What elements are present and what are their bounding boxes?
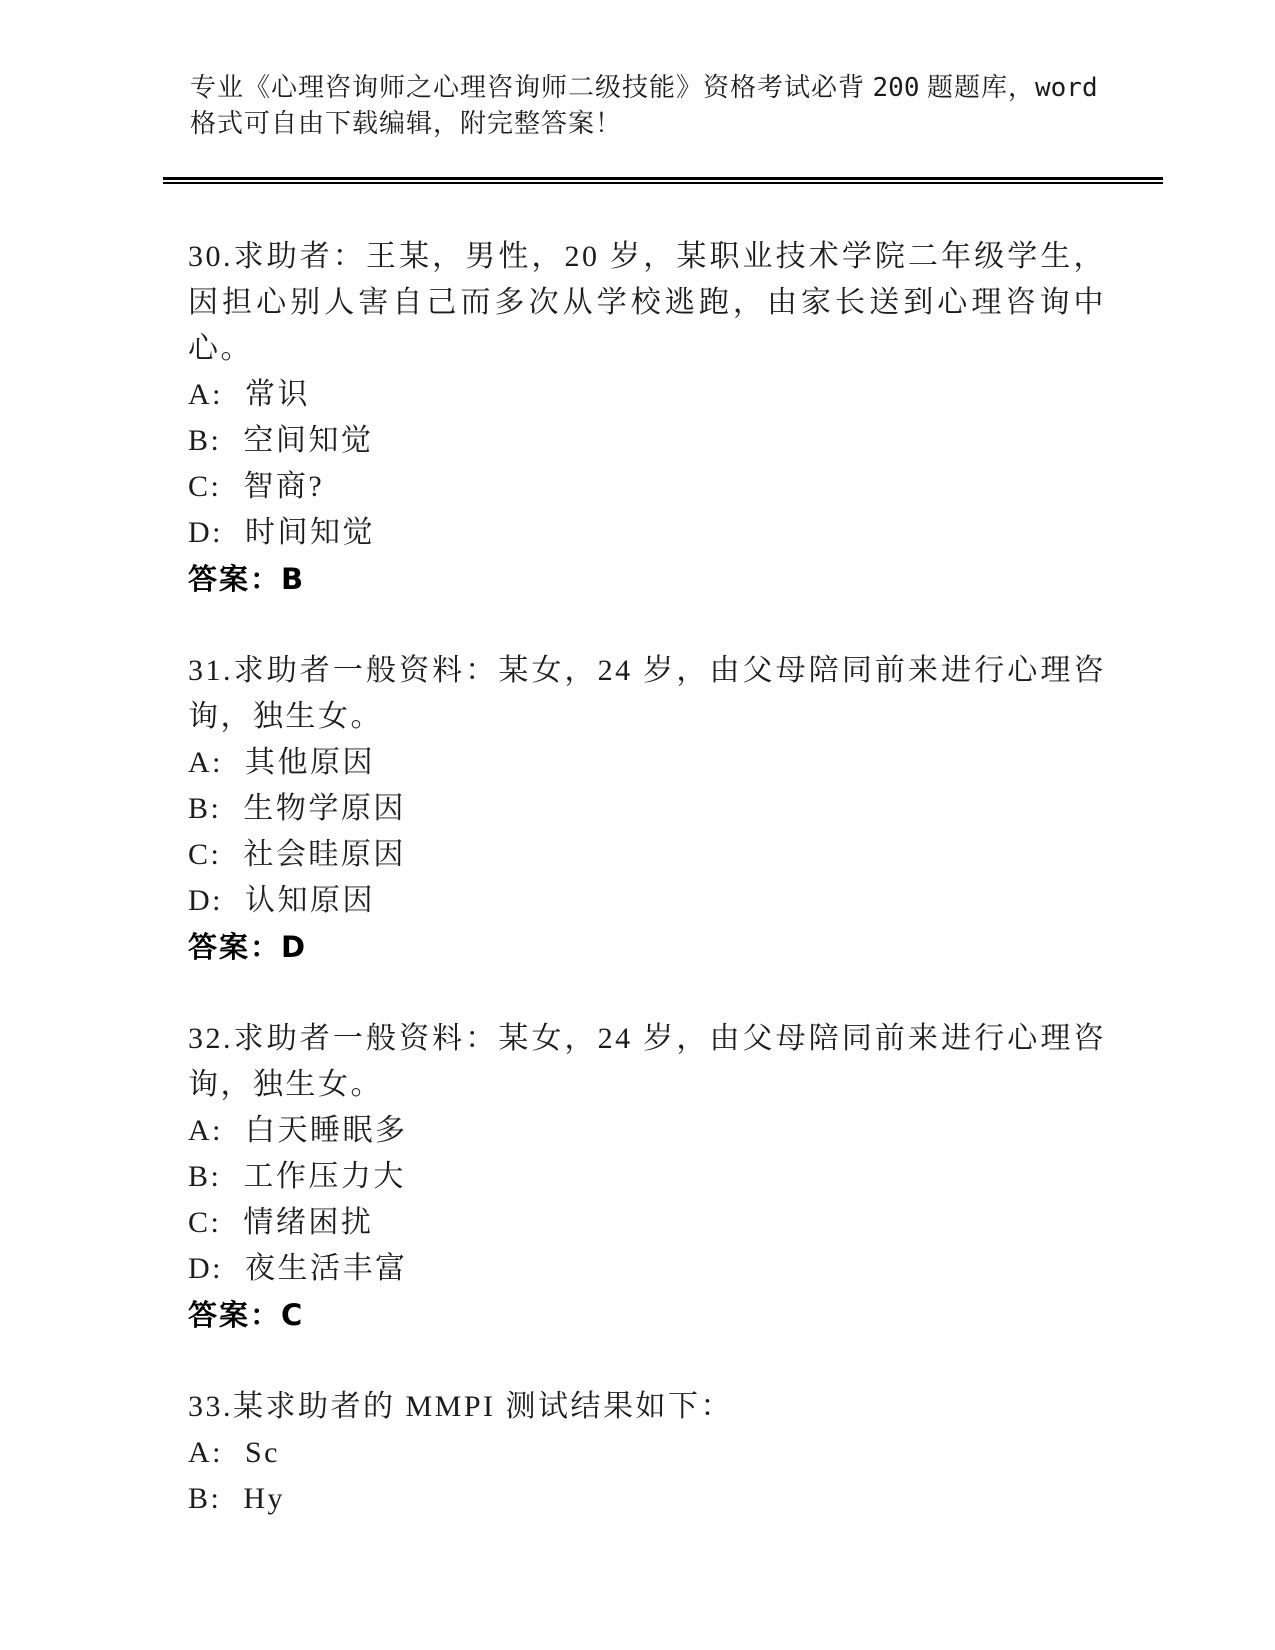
option-b: B: 生物学原因 [188,792,406,825]
answer-line [188,556,1106,602]
header-title-segment: 题题库， [919,73,1035,102]
option-d: D: 夜生活丰富 [188,1252,408,1285]
header-title [190,70,1112,142]
header-title-count: 200 [872,73,920,103]
question-block-32 [188,1016,1106,1338]
option-c: C: 情绪困扰 [188,1206,374,1239]
question-text: 30.求助者：王某，男性，20 岁，某职业技术学院二年级学生，因担心别人害自己而多次从学校逃跑，由家长送到心理咨询中心。 [188,240,1106,365]
header-title-segment: 专业《心理咨询师之心理咨询师二级技能》资格考试必背 [190,73,873,102]
option-a: A: 常识 [188,378,310,411]
option-d: D: 认知原因 [188,884,375,917]
option-c: C: 社会眭原因 [188,838,406,871]
option-d: D: 时间知觉 [188,516,375,549]
question-text: 32.求助者一般资料：某女，24 岁，由父母陪同前来进行心理咨询，独生女。 [188,1022,1106,1101]
header-title-segment: 格式可自由下载编辑，附完整答案！ [190,109,623,138]
answer-line [188,924,1106,970]
answer-label: 答案： [188,562,282,596]
question-list [188,234,1106,1522]
option-a: A: 其他原因 [188,746,375,779]
answer-value: D [281,930,308,964]
answer-line [188,1292,1106,1338]
answer-value: B [281,562,306,596]
header-title-format: word [1035,73,1098,103]
question-block-31 [188,648,1106,970]
option-b: B: Hy [188,1482,286,1515]
answer-value: C [281,1298,305,1332]
option-c: C: 智商? [188,470,325,503]
header-divider [163,177,1163,184]
option-a: A: 白天睡眠多 [188,1114,408,1147]
question-block-33 [188,1384,1106,1522]
answer-label: 答案： [188,1298,282,1332]
question-block-30 [188,234,1106,602]
question-text: 31.求助者一般资料：某女，24 岁，由父母陪同前来进行心理咨询，独生女。 [188,654,1106,733]
option-b: B: 空间知觉 [188,424,374,457]
answer-label: 答案： [188,930,282,964]
option-b: B: 工作压力大 [188,1160,406,1193]
option-a: A: Sc [188,1436,280,1469]
question-text: 33.某求助者的 MMPI 测试结果如下： [188,1390,734,1423]
document-header [190,70,1112,142]
